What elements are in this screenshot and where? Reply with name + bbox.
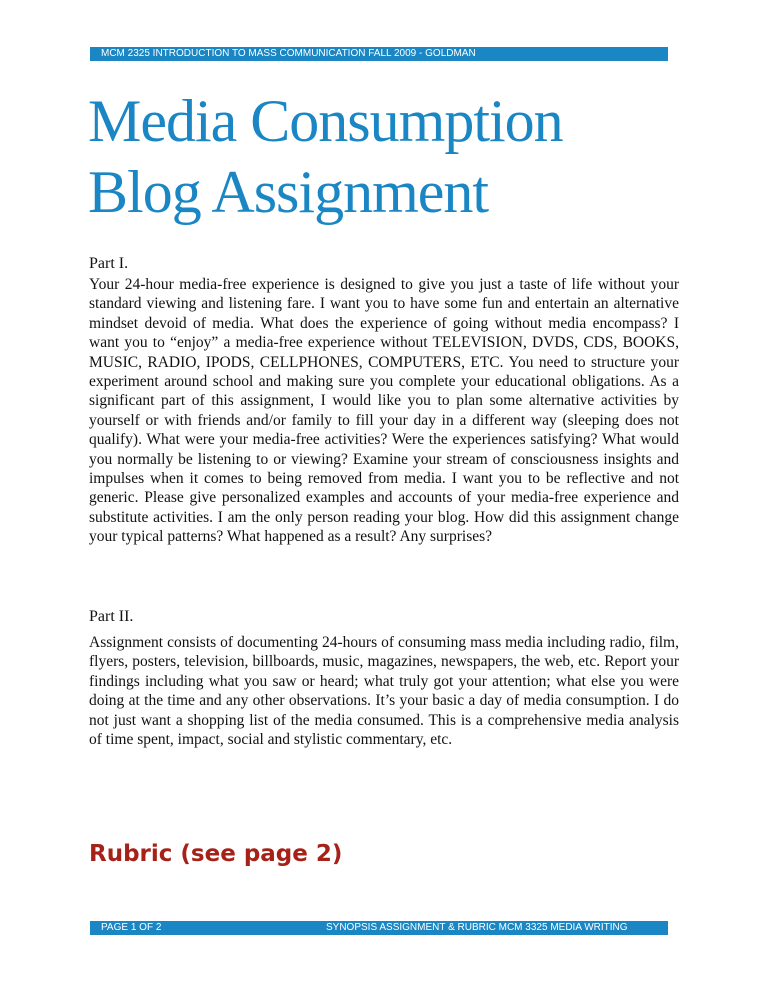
- rubric-heading: Rubric (see page 2): [89, 841, 343, 867]
- footer-bar: [90, 921, 668, 935]
- part2-body: Assignment consists of documenting 24-hours of consuming mass media including radio, film, flyers, posters, television, billboards, music, magazines, newspapers, the web, etc. Report your findings including what you saw or heard; what truly got your attention; what else you were doing at the time and any other observations. It’s your basic a day of media consumption. I do not just want a shopping list of the media consumed. This is a comprehensive media analysis of time spent, impact, social and stylistic commentary, etc.: [89, 634, 679, 749]
- document-title: [88, 86, 688, 228]
- part1-heading: Part I.: [89, 255, 129, 272]
- title-line-2: Blog Assignment: [88, 159, 489, 225]
- footer-page-number: PAGE 1 OF 2: [101, 922, 162, 933]
- header-bar: [90, 47, 668, 61]
- title-line-1: Media Consumption: [88, 88, 563, 154]
- part2-heading: Part II.: [89, 608, 134, 625]
- part1-body: Your 24-hour media-free experience is designed to give you just a taste of life without your standard viewing and listening fare. I want you to have some fun and entertain an alternative mindset devoid of media. What does the experience of going without media encompass? I want you to “enjoy” a media-free experience without TELEVISION, DVDS, CDS, BOOKS, MUSIC, RADIO, IPODS, CELLPHONES, COMPUTERS, ETC. You need to structure your experiment around school and making sure you complete your educational obligations. As a significant part of this assignment, I would like you to plan some alternative activities by yourself or with friends and/or family to fill your day in a different way (sleeping does not qualify). What were your media-free activities? Were the experiences satisfying? What would you normally be listening to or viewing? Examine your stream of consciousness insights and impulses when it comes to being removed from media. I want you to be reflective and not generic. Please give personalized examples and accounts of your media-free experience and substitute activities. I am the only person reading your blog. How did this assignment change your typical patterns? What happened as a result? Any surprises?: [89, 276, 679, 546]
- header-text: MCM 2325 INTRODUCTION TO MASS COMMUNICATION FALL 2009 - GOLDMAN: [101, 48, 476, 59]
- footer-document-info: SYNOPSIS ASSIGNMENT & RUBRIC MCM 3325 MEDIA WRITING: [326, 922, 628, 933]
